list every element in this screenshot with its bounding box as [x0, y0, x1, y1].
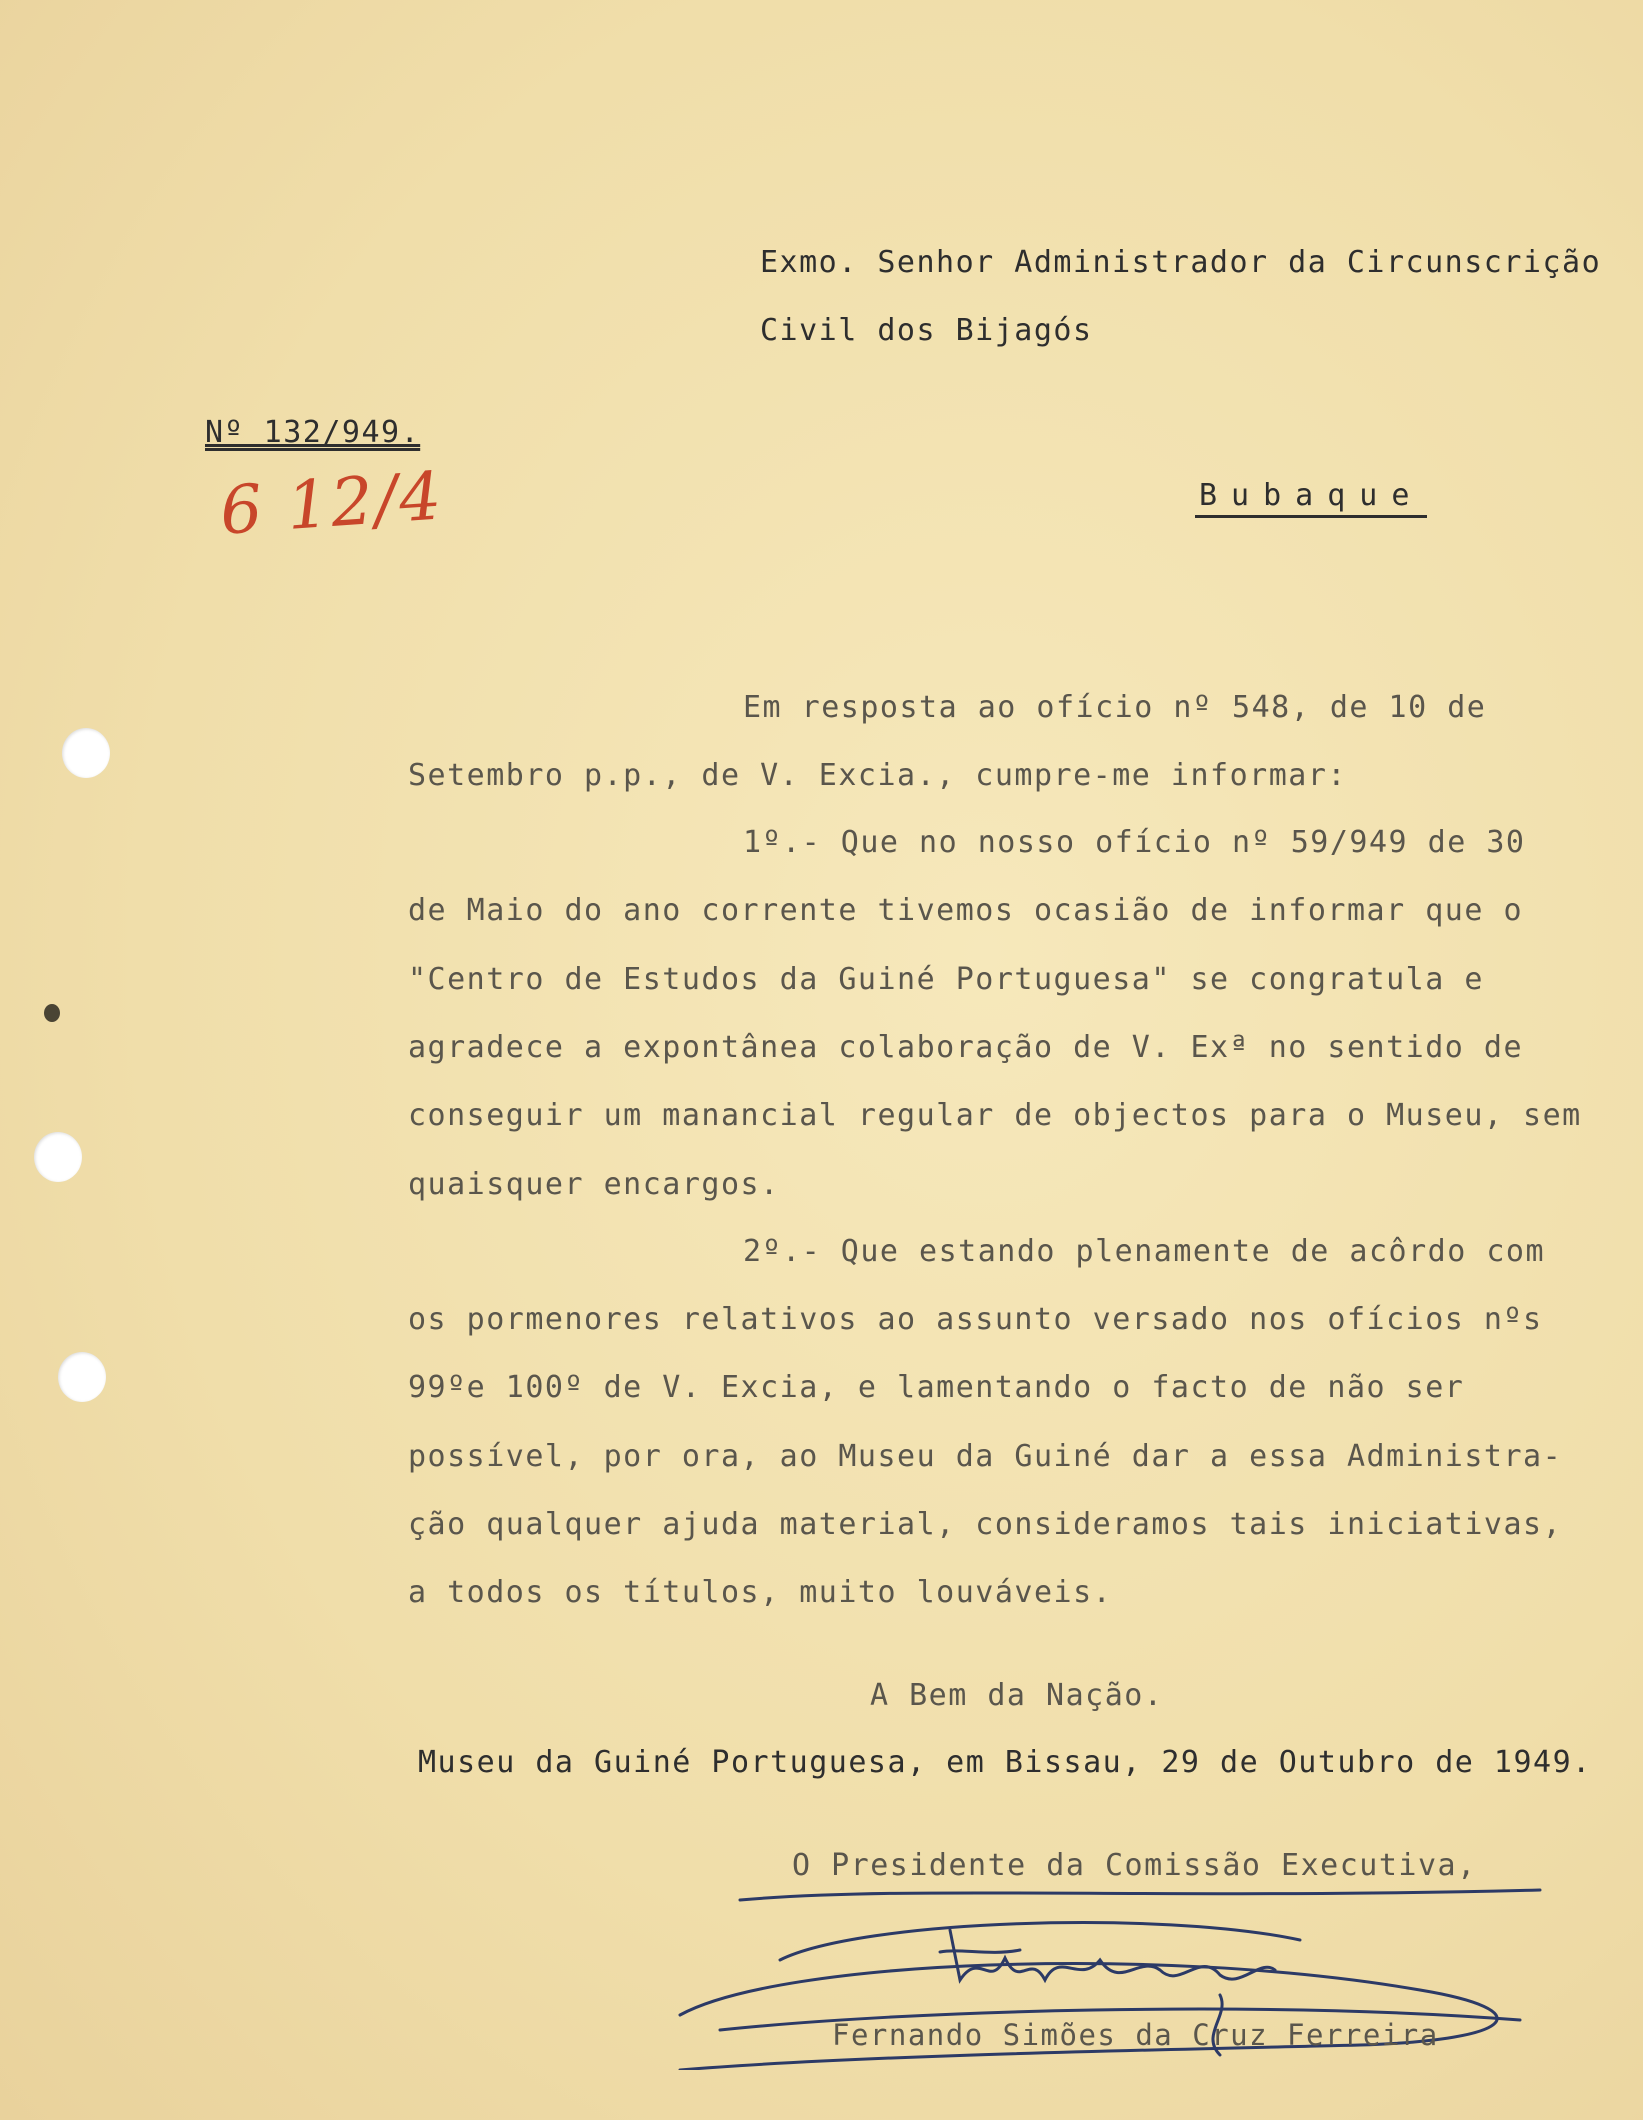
salutation: A Bem da Nação.: [870, 1678, 1164, 1713]
body-paragraph-line: Setembro p.p., de V. Excia., cumpre-me informar:: [408, 758, 1347, 793]
item-2-line: possível, por ora, ao Museu da Guiné dar a essa Administra-: [408, 1439, 1563, 1474]
punch-hole-middle: [34, 1132, 82, 1182]
reference-number: Nº 132/949.: [205, 415, 421, 450]
addressee-line-1: Exmo. Senhor Administrador da Circunscrição: [760, 245, 1602, 280]
item-2-line: os pormenores relativos ao assunto versado nos ofícios nºs: [408, 1302, 1543, 1337]
signatory-title: O Presidente da Comissão Executiva,: [792, 1848, 1477, 1883]
item-1-line: 1º.- Que no nosso ofício nº 59/949 de 30: [743, 825, 1526, 860]
signatory-name: Fernando Simões da Cruz Ferreira: [832, 2018, 1439, 2052]
item-1-line: conseguir um manancial regular de objectos para o Museu, sem: [408, 1098, 1582, 1133]
handwritten-reference-note: 6 12/4: [217, 457, 446, 550]
item-1-line: de Maio do ano corrente tivemos ocasião de informar que o: [408, 893, 1524, 928]
addressee-line-2: Civil dos Bijagós: [760, 313, 1093, 348]
item-1-line: "Centro de Estudos da Guiné Portuguesa" se congratula e: [408, 962, 1484, 997]
ink-dot: [44, 1004, 60, 1022]
location-heading: Bubaque: [1195, 478, 1427, 518]
punch-hole-top: [62, 728, 110, 778]
item-1-line: agradece a expontânea colaboração de V. Exª no sentido de: [408, 1030, 1524, 1065]
item-1-line: quaisquer encargos.: [408, 1167, 780, 1202]
place-and-date: Museu da Guiné Portuguesa, em Bissau, 29 de Outubro de 1949.: [418, 1745, 1592, 1780]
item-2-line: ção qualquer ajuda material, consideramos tais iniciativas,: [408, 1507, 1563, 1542]
item-2-line: 2º.- Que estando plenamente de acôrdo com: [743, 1234, 1546, 1269]
punch-hole-bottom: [58, 1352, 106, 1402]
body-paragraph-line: Em resposta ao ofício nº 548, de 10 de: [743, 690, 1487, 725]
item-2-line: 99ºe 100º de V. Excia, e lamentando o facto de não ser: [408, 1370, 1465, 1405]
item-2-line: a todos os títulos, muito louváveis.: [408, 1575, 1113, 1610]
